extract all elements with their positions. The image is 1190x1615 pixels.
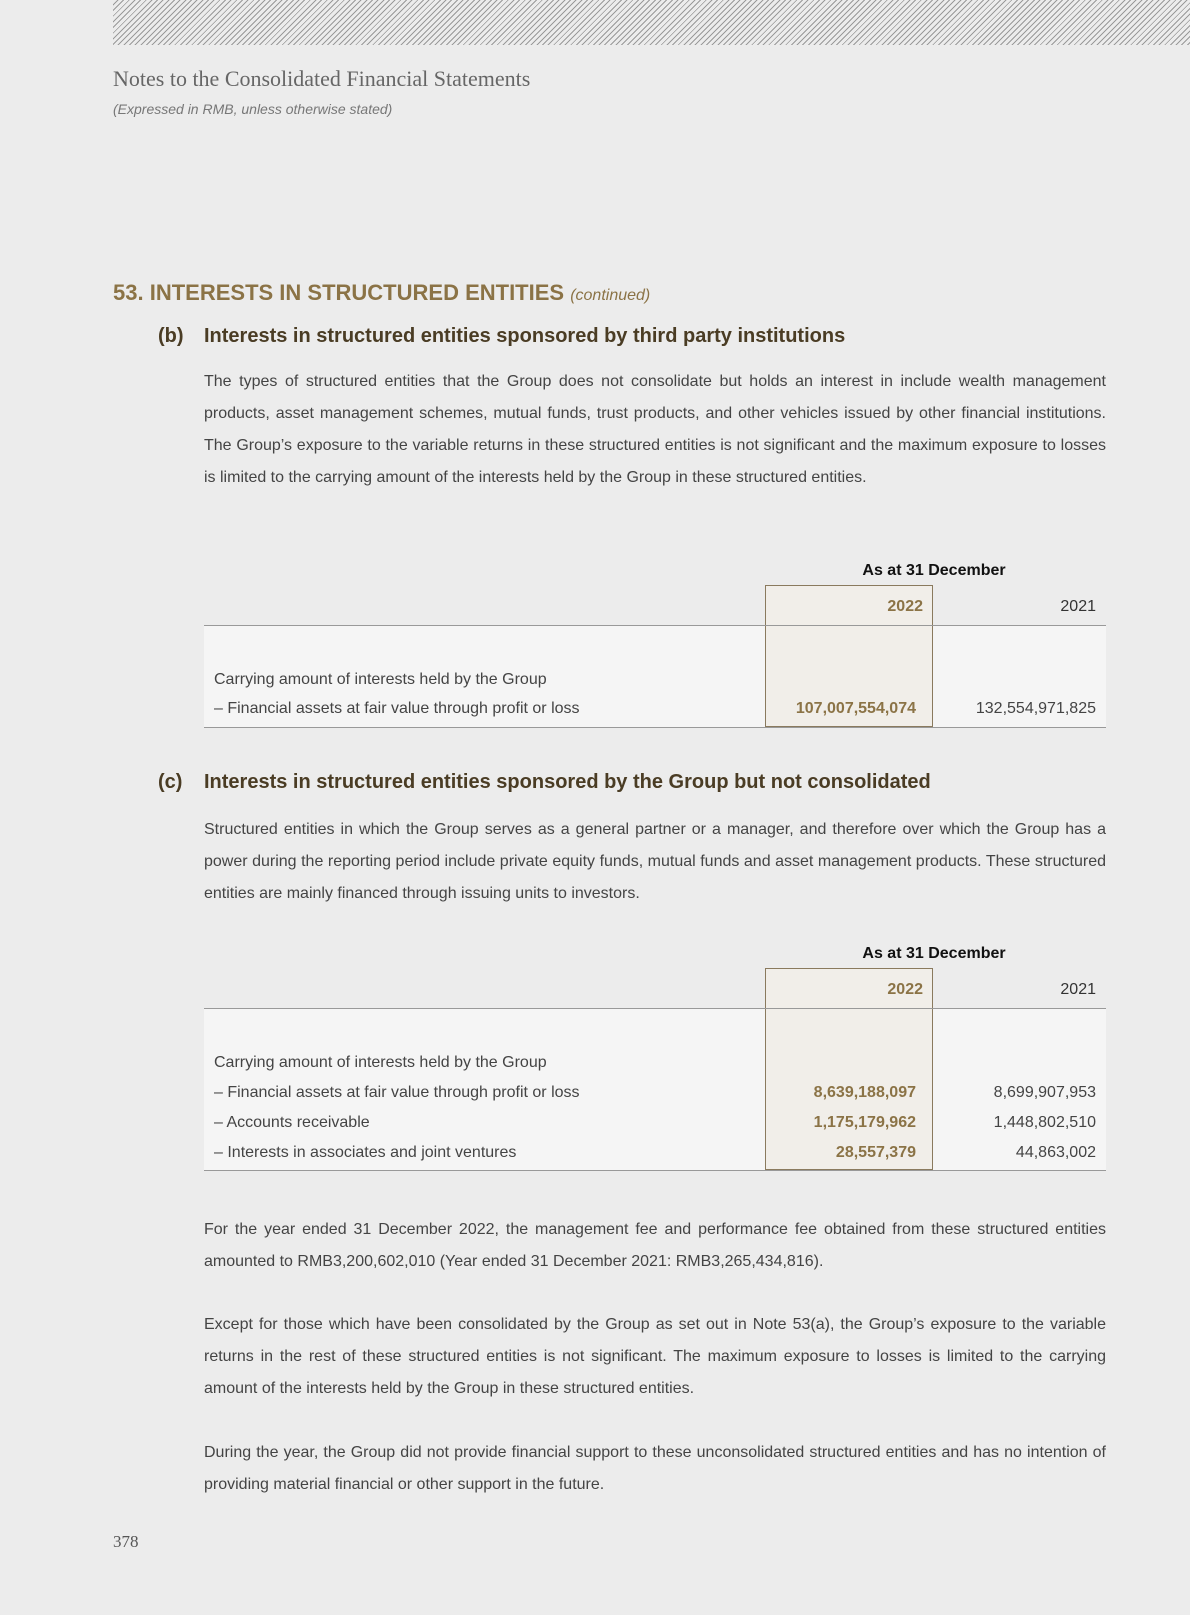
col-2022-header: 2022 [887, 598, 923, 615]
table-row [214, 1084, 1096, 1114]
section-continued: (continued) [570, 287, 651, 304]
col-2021-header: 2021 [1060, 981, 1096, 998]
value-2021: 1,448,802,510 [993, 1114, 1096, 1131]
as-at-header: As at 31 December [862, 562, 1006, 579]
subsection-title: Interests in structured entities sponsored by third party institutions [204, 325, 846, 347]
value-2022: 1,175,179,962 [813, 1114, 916, 1131]
table-group-label: Carrying amount of interests held by the Group [214, 671, 547, 688]
table-c [204, 943, 1106, 1173]
table-row [214, 1114, 1096, 1144]
subsection-b-heading [158, 325, 845, 348]
subsection-c-paragraph: Structured entities in which the Group serves as a general partner or a manager, and therefore over which the Group has a power during the reporting period include private equity funds, mutual funds and asset management products. These structured entities are mainly financed through issuing units to investors. [204, 821, 1106, 902]
subsection-title: Interests in structured entities sponsored by the Group but not consolidated [204, 771, 931, 793]
table-group-label: Carrying amount of interests held by the Group [214, 1054, 547, 1071]
header-divider [204, 1008, 1106, 1009]
subsection-label: (c) [158, 771, 183, 793]
table-row [214, 700, 1096, 730]
section-heading [113, 280, 650, 306]
subsection-c-heading [158, 771, 931, 794]
value-2022: 28,557,379 [835, 1144, 916, 1161]
document-subtitle: (Expressed in RMB, unless otherwise stated) [113, 101, 393, 117]
value-2022: 8,639,188,097 [813, 1084, 916, 1101]
table-row [214, 1144, 1096, 1174]
exposure-paragraph: Except for those which have been consolidated by the Group as set out in Note 53(a), the Group’s exposure to the variable returns in the rest of these structured entities is not significant. The maximum exposure to losses is limited to the carrying amount of the interests held by the Group in these structured entities. [204, 1316, 1106, 1397]
management-fee-paragraph: For the year ended 31 December 2022, the management fee and performance fee obtained from these structured entities amounted to RMB3,200,602,010 (Year ended 31 December 2021: RMB3,265,434,816). [204, 1221, 1106, 1270]
subsection-b-paragraph: The types of structured entities that the Group does not consolidate but holds an interest in include wealth management products, asset management schemes, mutual funds, trust products, and other vehicles issued by other financial institutions. The Group’s exposure to the variable returns in these structured entities is not significant and the maximum exposure to losses is limited to the carrying amount of the interests held by the Group in these structured entities. [204, 373, 1106, 486]
row-label: – Interests in associates and joint ventures [214, 1144, 517, 1161]
row-label: – Accounts receivable [214, 1114, 370, 1131]
section-number: 53. [113, 280, 144, 305]
value-2021: 44,863,002 [1015, 1144, 1096, 1161]
subsection-label: (b) [158, 325, 184, 347]
header-divider [204, 625, 1106, 626]
table-b [204, 560, 1106, 730]
row-label: – Financial assets at fair value through profit or loss [214, 700, 580, 717]
financial-support-paragraph: During the year, the Group did not provide financial support to these unconsolidated structured entities and has no intention of providing material financial or other support in the future. [204, 1444, 1106, 1493]
value-2021: 132,554,971,825 [975, 700, 1096, 717]
value-2022: 107,007,554,074 [795, 700, 916, 717]
value-2021: 8,699,907,953 [993, 1084, 1096, 1101]
col-2022-header: 2022 [887, 981, 923, 998]
document-title: Notes to the Consolidated Financial Statements [113, 66, 531, 91]
page-number: 378 [113, 1532, 139, 1551]
decorative-hatch-band [113, 0, 1190, 45]
col-2021-header: 2021 [1060, 598, 1096, 615]
row-label: – Financial assets at fair value through profit or loss [214, 1084, 580, 1101]
section-title: INTERESTS IN STRUCTURED ENTITIES [149, 280, 565, 305]
as-at-header: As at 31 December [862, 945, 1006, 962]
